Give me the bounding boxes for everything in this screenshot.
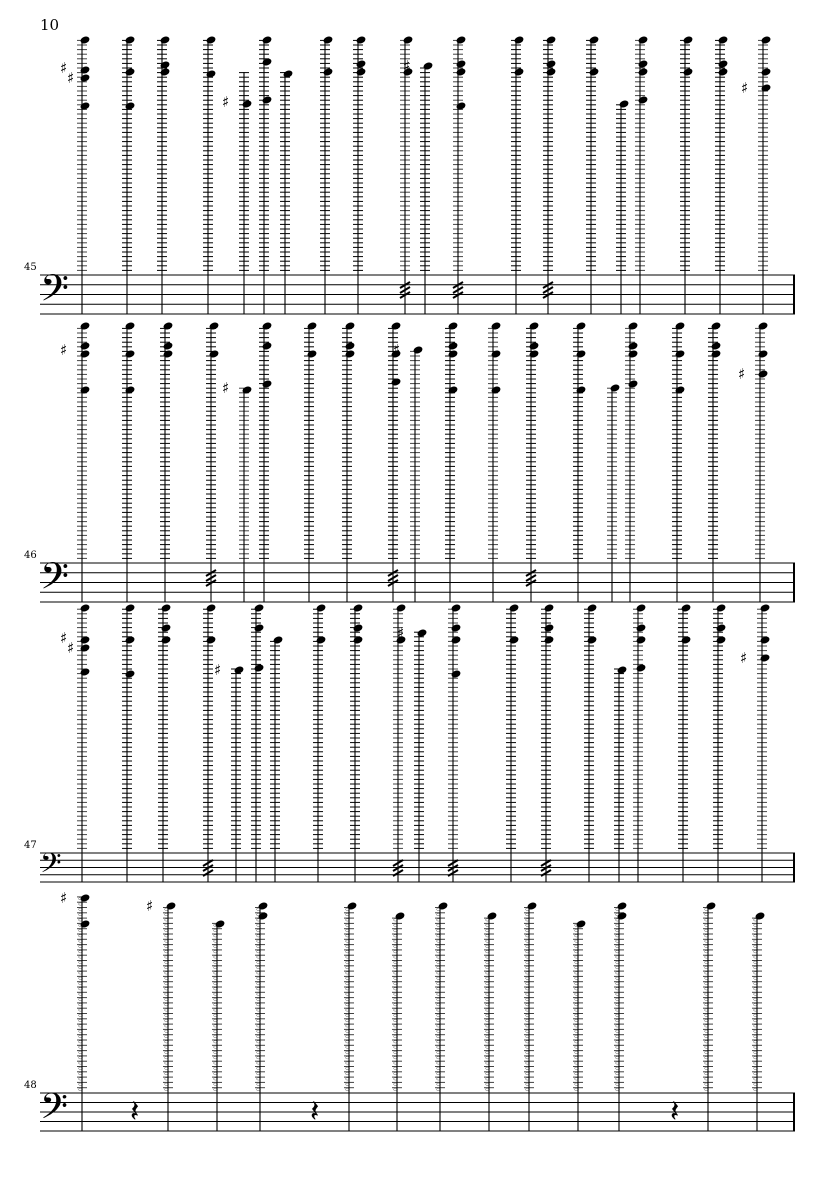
note-chord — [344, 901, 358, 1131]
note-chord — [573, 321, 587, 602]
note-chord — [453, 35, 467, 314]
note-chord — [392, 911, 406, 1131]
notehead — [395, 603, 406, 613]
notehead — [205, 35, 216, 45]
notehead — [627, 321, 638, 331]
notehead — [705, 901, 716, 911]
notehead — [322, 67, 333, 77]
note-chord — [222, 72, 253, 314]
notehead — [253, 603, 264, 613]
note-chord — [122, 321, 136, 602]
notehead — [159, 67, 170, 77]
note-chord — [633, 603, 647, 882]
sharp-accidental: ♯ — [67, 69, 75, 87]
note-chord — [206, 321, 220, 602]
note-chord — [445, 321, 459, 602]
note-chord — [146, 897, 177, 1131]
note-chord — [635, 35, 649, 314]
measure-number: 48 — [24, 1080, 37, 1091]
note-chord — [157, 35, 171, 314]
notehead — [390, 321, 401, 331]
notehead — [609, 383, 620, 393]
note-chord — [672, 321, 686, 602]
notehead — [306, 321, 317, 331]
notehead — [637, 35, 648, 45]
note-chord — [511, 35, 525, 314]
note-chord — [353, 35, 367, 314]
note-chord — [212, 919, 226, 1131]
notehead — [586, 603, 597, 613]
note-chord — [740, 603, 771, 882]
notehead — [322, 35, 333, 45]
notehead — [124, 669, 135, 679]
note-chord — [255, 901, 269, 1131]
note-chord — [616, 99, 630, 314]
notehead — [447, 349, 458, 359]
note-chord — [488, 321, 502, 602]
notehead — [618, 99, 629, 109]
notehead — [79, 919, 90, 929]
notehead — [455, 35, 466, 45]
notehead — [545, 67, 556, 77]
notehead — [637, 67, 648, 77]
note-chord — [259, 321, 273, 602]
sharp-accidental: ♯ — [741, 79, 749, 97]
notehead — [79, 385, 90, 395]
quarter-rest: 𝄽 — [310, 1094, 320, 1130]
note-chord — [625, 321, 639, 602]
notehead — [447, 385, 458, 395]
note-chord — [708, 321, 722, 602]
notehead — [637, 95, 648, 105]
notehead — [214, 919, 225, 929]
note-chord — [122, 603, 136, 882]
notehead — [79, 35, 90, 45]
notehead — [680, 603, 691, 613]
notehead — [272, 635, 283, 645]
sharp-accidental: ♯ — [740, 649, 748, 667]
notehead — [450, 623, 461, 633]
measure-number: 46 — [24, 550, 37, 561]
sharp-accidental: ♯ — [397, 624, 405, 642]
notehead — [261, 379, 272, 389]
notehead — [79, 643, 90, 653]
note-chord — [158, 603, 172, 882]
notehead — [575, 321, 586, 331]
notehead — [757, 369, 768, 379]
note-chord — [222, 379, 253, 602]
note-chord — [678, 603, 692, 882]
note-chord — [607, 383, 621, 602]
notehead — [79, 603, 90, 613]
notehead — [759, 603, 770, 613]
page-number: 10 — [40, 16, 60, 34]
notehead — [344, 349, 355, 359]
notehead — [79, 349, 90, 359]
notehead — [715, 603, 726, 613]
sharp-accidental: ♯ — [60, 59, 68, 77]
notehead — [635, 623, 646, 633]
notehead — [315, 603, 326, 613]
notehead — [437, 901, 448, 911]
notehead — [717, 67, 728, 77]
notehead — [757, 321, 768, 331]
notehead — [717, 59, 728, 69]
notehead — [710, 321, 721, 331]
notehead — [355, 35, 366, 45]
note-chord — [448, 603, 462, 882]
notehead — [513, 35, 524, 45]
note-chord — [342, 321, 356, 602]
notehead — [627, 349, 638, 359]
notehead — [261, 95, 272, 105]
notehead — [346, 901, 357, 911]
measure-number: 47 — [24, 840, 37, 851]
note-chord — [435, 901, 449, 1131]
note-chord — [203, 35, 217, 314]
notehead — [124, 321, 135, 331]
note-chord — [251, 603, 265, 882]
note-chord — [350, 603, 364, 882]
sharp-accidental: ♯ — [67, 639, 75, 657]
note-chord — [203, 603, 217, 882]
sharp-accidental: ♯ — [146, 897, 154, 915]
bass-clef: 𝄢 — [40, 846, 62, 886]
notehead — [528, 349, 539, 359]
sharp-accidental: ♯ — [222, 379, 230, 397]
notehead — [674, 349, 685, 359]
note-chord — [614, 901, 628, 1131]
notehead — [394, 911, 405, 921]
notehead — [160, 603, 171, 613]
notehead — [526, 901, 537, 911]
quarter-rest: 𝄽 — [130, 1094, 140, 1130]
notehead — [165, 901, 176, 911]
notehead — [124, 385, 135, 395]
notehead — [79, 321, 90, 331]
staff-system — [24, 321, 795, 607]
notehead — [575, 919, 586, 929]
notehead — [422, 61, 433, 71]
staff-system — [24, 889, 795, 1136]
quarter-rest: 𝄽 — [670, 1094, 680, 1130]
notehead — [682, 67, 693, 77]
notehead — [402, 35, 413, 45]
notehead — [760, 35, 771, 45]
notehead — [241, 385, 252, 395]
note-chord — [573, 919, 587, 1131]
notehead — [355, 59, 366, 69]
staff-system — [24, 603, 795, 885]
notehead — [455, 59, 466, 69]
note-chord — [752, 911, 766, 1131]
notehead — [543, 623, 554, 633]
notehead — [710, 349, 721, 359]
note-chord — [270, 635, 284, 882]
notehead — [588, 67, 599, 77]
notehead — [159, 35, 170, 45]
notehead — [253, 623, 264, 633]
notehead — [674, 321, 685, 331]
note-chord — [543, 35, 557, 314]
note-chord — [214, 661, 245, 882]
notehead — [412, 345, 423, 355]
measure-number: 45 — [24, 262, 37, 273]
sharp-accidental: ♯ — [403, 57, 411, 75]
notehead — [635, 603, 646, 613]
notehead — [447, 321, 458, 331]
notehead — [257, 901, 268, 911]
sharp-accidental: ♯ — [60, 341, 68, 359]
notehead — [208, 321, 219, 331]
bass-clef: 𝄢 — [40, 266, 69, 320]
notehead — [261, 35, 272, 45]
notehead — [486, 911, 497, 921]
notehead — [208, 349, 219, 359]
note-chord — [60, 603, 91, 882]
notehead — [575, 385, 586, 395]
note-chord — [680, 35, 694, 314]
note-chord — [400, 35, 414, 314]
notehead — [528, 321, 539, 331]
notehead — [490, 385, 501, 395]
notehead — [490, 349, 501, 359]
notehead — [575, 349, 586, 359]
notehead — [79, 893, 90, 903]
notehead — [79, 65, 90, 75]
note-chord — [506, 603, 520, 882]
staff-system — [24, 35, 795, 319]
sharp-accidental: ♯ — [738, 365, 746, 383]
notehead — [261, 321, 272, 331]
note-chord — [484, 911, 498, 1131]
notehead — [162, 349, 173, 359]
notehead — [760, 67, 771, 77]
notehead — [344, 321, 355, 331]
note-chord — [713, 603, 727, 882]
notehead — [124, 35, 135, 45]
notehead — [355, 67, 366, 77]
note-chord — [160, 321, 174, 602]
note-chord — [703, 901, 717, 1131]
sharp-accidental: ♯ — [214, 661, 222, 679]
notehead — [759, 653, 770, 663]
sharp-accidental: ♯ — [60, 629, 68, 647]
sharp-accidental: ♯ — [222, 93, 230, 111]
notehead — [543, 603, 554, 613]
note-chord — [259, 35, 273, 314]
notehead — [124, 67, 135, 77]
note-chord — [524, 901, 538, 1131]
notehead — [757, 349, 768, 359]
note-chord — [738, 321, 769, 602]
sharp-accidental: ♯ — [393, 341, 401, 359]
notehead — [715, 623, 726, 633]
note-chord — [388, 321, 402, 602]
note-chord — [304, 321, 318, 602]
note-chord — [541, 603, 555, 882]
note-chord — [122, 35, 136, 314]
notehead — [717, 35, 728, 45]
notehead — [205, 603, 216, 613]
note-chord — [614, 665, 628, 882]
notehead — [545, 35, 556, 45]
notehead — [450, 669, 461, 679]
notehead — [455, 67, 466, 77]
note-chord — [313, 603, 327, 882]
notehead — [616, 901, 627, 911]
notehead — [352, 603, 363, 613]
notehead — [637, 59, 648, 69]
note-chord — [586, 35, 600, 314]
note-chord — [526, 321, 540, 602]
notehead — [588, 35, 599, 45]
bass-clef: 𝄢 — [40, 554, 69, 608]
notehead — [160, 623, 171, 633]
notehead — [754, 911, 765, 921]
notehead — [124, 603, 135, 613]
note-chord — [320, 35, 334, 314]
note-chord — [280, 69, 294, 314]
notehead — [450, 603, 461, 613]
notehead — [162, 321, 173, 331]
notehead — [682, 35, 693, 45]
notehead — [490, 321, 501, 331]
notehead — [352, 623, 363, 633]
bass-clef: 𝄢 — [40, 1085, 69, 1137]
notehead — [306, 349, 317, 359]
sharp-accidental: ♯ — [60, 889, 68, 907]
note-chord — [584, 603, 598, 882]
note-chord — [393, 603, 407, 882]
notehead — [627, 379, 638, 389]
notehead — [508, 603, 519, 613]
note-chord — [715, 35, 729, 314]
notehead — [124, 349, 135, 359]
note-chord — [741, 35, 772, 314]
notehead — [674, 385, 685, 395]
notehead — [545, 59, 556, 69]
notehead — [513, 67, 524, 77]
